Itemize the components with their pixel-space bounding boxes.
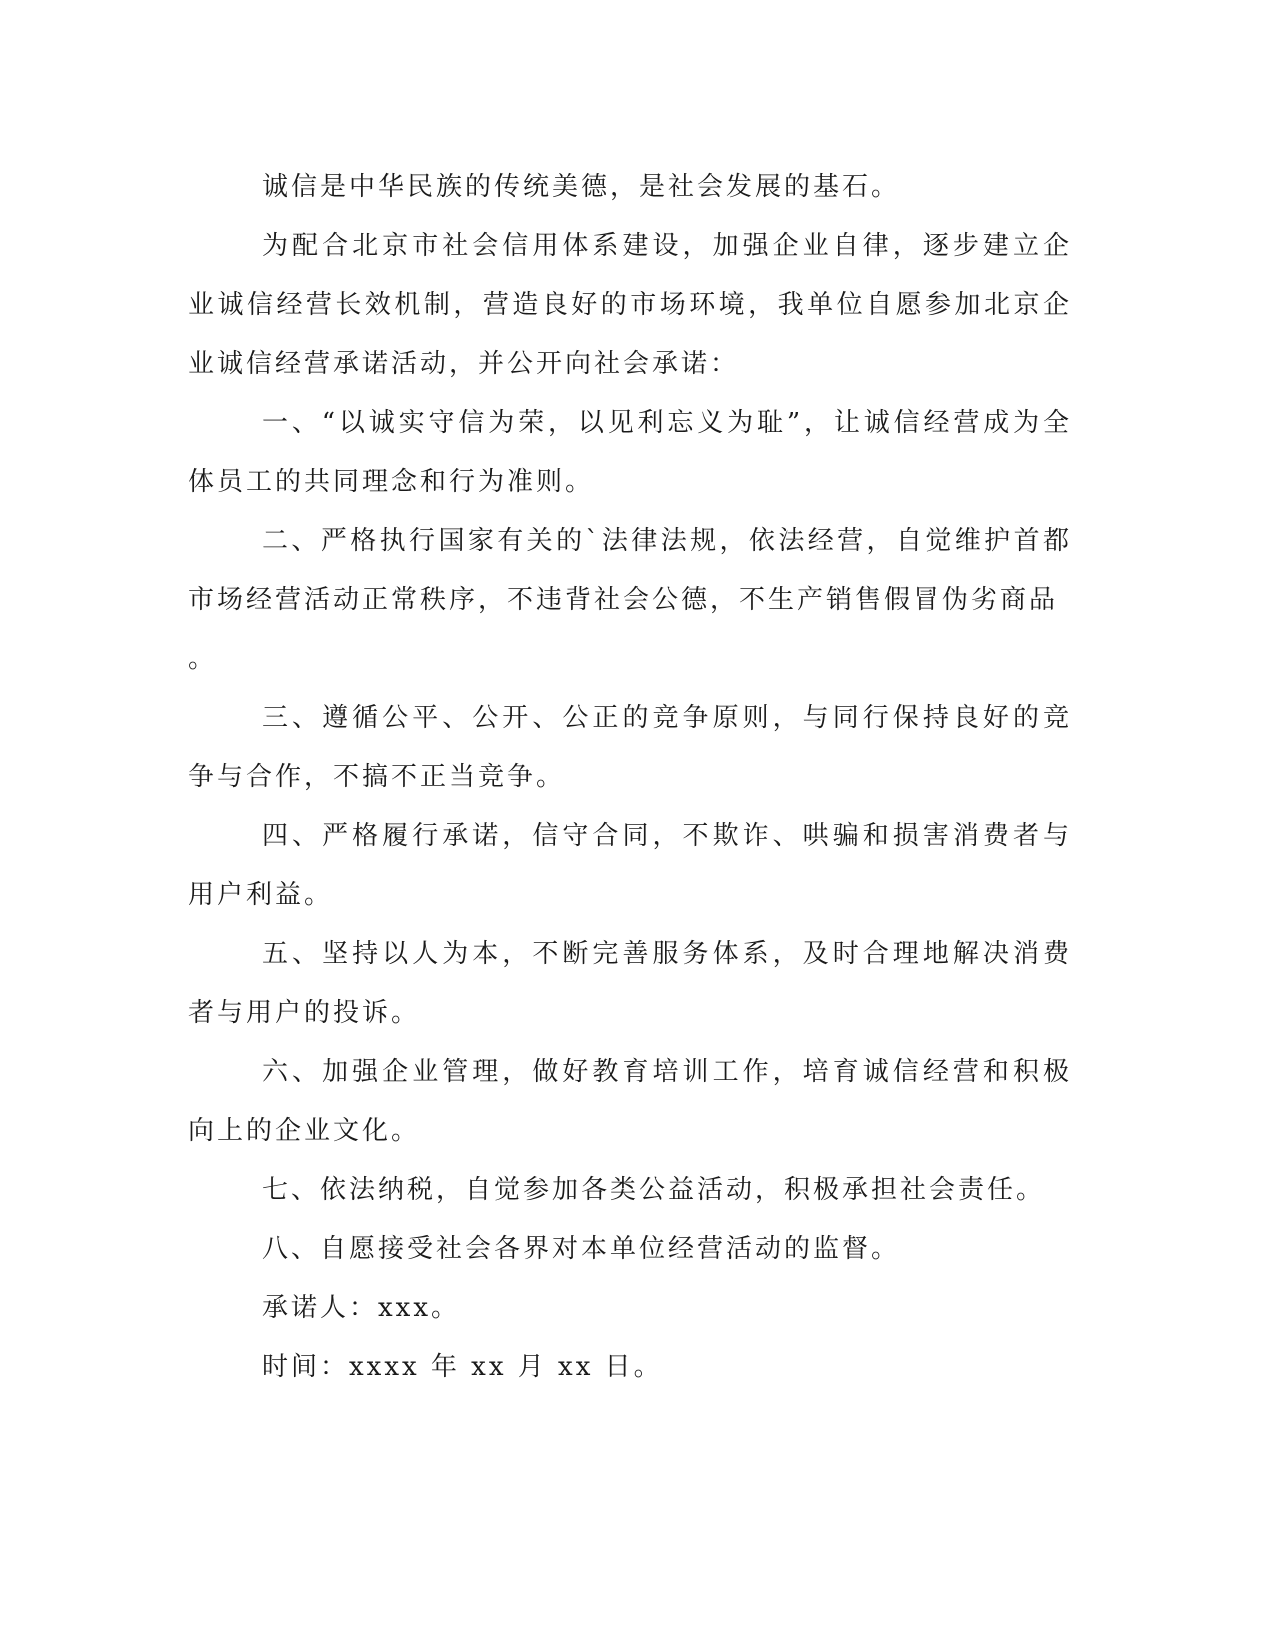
paragraph-item-6: 六、加强企业管理，做好教育培训工作，培育诚信经营和积极向上的企业文化。 (188, 1057, 1072, 1146)
paragraph-item-4: 四、严格履行承诺，信守合同，不欺诈、哄骗和损害消费者与用户利益。 (188, 821, 1072, 910)
paragraph-commitment-preamble: 为配合北京市社会信用体系建设，加强企业自律，逐步建立企业诚信经营长效机制，营造良好的市场环境，我单位自愿参加北京企业诚信经营承诺活动，并公开向社会承诺： (188, 231, 1072, 379)
paragraph-item-1: 一、“以诚实守信为荣，以见利忘义为耻”，让诚信经营成为全体员工的共同理念和行为准则。 (188, 408, 1072, 497)
paragraph-item-2-trailing-period: 。 (188, 644, 218, 674)
paragraph-item-2: 二、严格执行国家有关的`法律法规，依法经营，自觉维护首都市场经营活动正常秩序，不违背社会公德，不生产销售假冒伪劣商品 (188, 526, 1072, 615)
paragraph-item-8: 八、自愿接受社会各界对本单位经营活动的监督。 (262, 1234, 901, 1264)
paragraph-item-3: 三、遵循公平、公开、公正的竞争原则，与同行保持良好的竞争与合作，不搞不正当竞争。 (188, 703, 1072, 792)
paragraph-item-7: 七、依法纳税，自觉参加各类公益活动，积极承担社会责任。 (262, 1175, 1046, 1205)
document-body (188, 158, 1072, 1397)
signature-promisor: 承诺人：xxx。 (262, 1293, 460, 1323)
paragraph-item-5: 五、坚持以人为本，不断完善服务体系，及时合理地解决消费者与用户的投诉。 (188, 939, 1072, 1028)
signature-date: 时间：xxxx 年 xx 月 xx 日。 (262, 1352, 663, 1382)
paragraph-intro: 诚信是中华民族的传统美德，是社会发展的基石。 (262, 172, 901, 202)
